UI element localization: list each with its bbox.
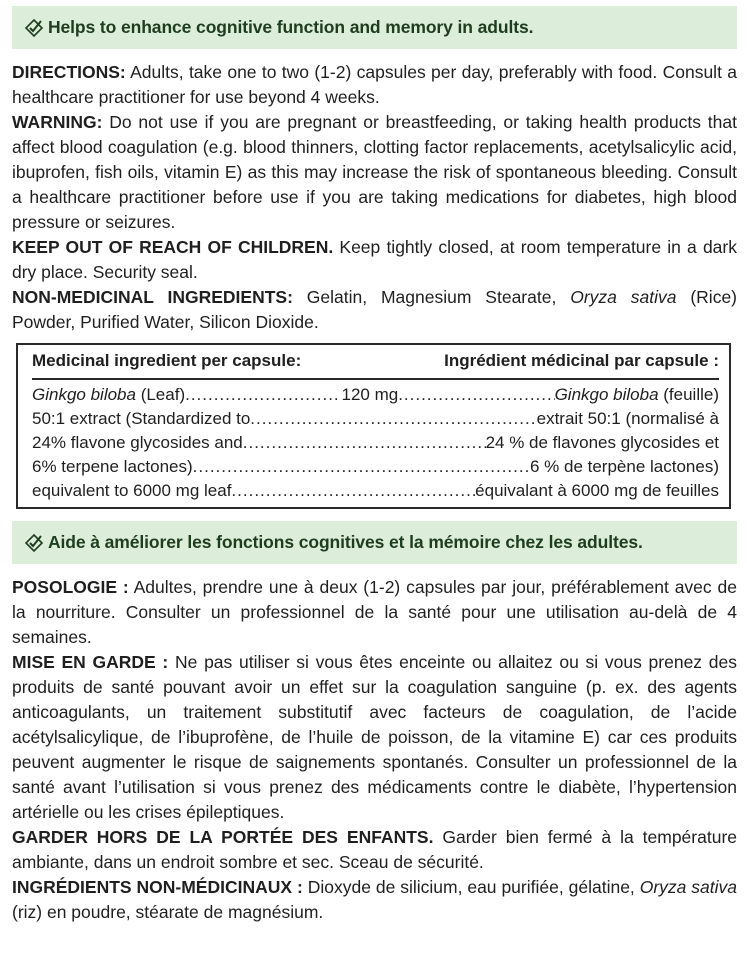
table-header-fr: Ingrédient médicinal par capsule : [444,351,719,370]
non-medicinal-section-fr [12,875,737,925]
non-medicinal-text-a-en: Gelatin, Magnesium Stearate, [292,287,571,307]
ingredient-name-fr: Ginkgo biloba [554,385,659,404]
non-medicinal-heading-en: NON-MEDICINAL INGREDIENTS: [12,287,293,307]
non-medicinal-heading-fr: INGRÉDIENTS NON-MÉDICINAUX : [12,877,303,897]
table-row [32,455,719,479]
table-row [32,431,719,455]
claim-text-fr: Aide à améliorer les fonctions cognitives et la mémoire chez les adultes. [48,532,643,552]
keep-out-section [12,235,737,285]
row-right-text: équivalant à 6000 mg de feuilles [475,481,719,500]
claim-banner-fr [12,521,737,564]
row-left-text: 24% flavone glycosides and [32,433,243,452]
claim-banner-en [12,6,737,49]
ingredient-name-en: Ginkgo biloba [32,385,136,404]
table-row [32,407,719,431]
directions-section [12,60,737,110]
row-left-text: equivalent to 6000 mg leaf [32,481,232,500]
checkmark-diamond-icon [24,18,44,38]
leader-dots [185,383,341,407]
medicinal-ingredient-table [16,343,731,509]
non-medicinal-section-en [12,285,737,335]
claim-text-en: Helps to enhance cognitive function and memory in adults. [48,17,534,37]
table-row [32,479,719,503]
ingredient-part-en: (Leaf) [135,385,186,404]
directions-text: Adults, take one to two (1-2) capsules per day, preferably with food. Consult a healthcare practitioner for use beyond 4 weeks. [12,62,737,107]
table-header-en: Medicinal ingredient per capsule: [32,351,302,370]
mise-en-garde-section [12,650,737,825]
row-left-text: 50:1 extract (Standardized to [32,409,251,428]
leader-dots [250,407,536,431]
non-medicinal-text-b-fr: (riz) en poudre, stéarate de magnésium. [12,902,324,922]
garder-text: Garder bien fermé à la température ambiante, dans un endroit sombre et sec. Sceau de sécurité. [12,827,737,872]
warning-text: Do not use if you are pregnant or breastfeeding, or taking health products that affect blood coagulation (e.g. blood thinners, clotting factor replacements, acetylsalicylic acid, ibuprofen, fish oils, vitamin E) as this may increase the risk of spontaneous bleeding. Consult a healthcare practitioner before use if you are taking medications for diabetes, high blood pressure or seizures. [12,112,737,232]
mise-en-garde-heading: MISE EN GARDE : [12,652,169,672]
non-medicinal-text-b-en: (Rice) Powder, Purified Water, Silicon Dioxide. [12,287,738,332]
checkmark-diamond-icon [24,533,44,553]
garder-section [12,825,737,875]
keep-out-text: Keep tightly closed, at room temperature in a dark dry place. Security seal. [12,237,737,282]
keep-out-heading: KEEP OUT OF REACH OF CHILDREN. [12,237,334,257]
warning-section [12,110,737,235]
row-right-text: extrait 50:1 (normalisé à [536,409,719,428]
non-medicinal-italic-fr: Oryza sativa [639,877,737,897]
posologie-text: Adultes, prendre une à deux (1-2) capsules par jour, préférablement avec de la nourriture. Consulter un professionnel de la santé pour une utilisation au-delà de 4 semaines. [12,577,737,647]
posologie-heading: POSOLOGIE : [12,577,129,597]
ingredient-amount: 120 mg [341,385,399,404]
row-right-text: 6 % de terpène lactones) [529,457,719,476]
leader-dots [243,431,486,455]
leader-dots [398,383,554,407]
posologie-section [12,575,737,650]
row-right-text: 24 % de flavones glycosides et [485,433,719,452]
directions-heading: DIRECTIONS: [12,62,126,82]
warning-heading: WARNING: [12,112,103,132]
non-medicinal-text-a-fr: Dioxyde de silicium, eau purifiée, gélatine, [302,877,640,897]
row-left-text: 6% terpene lactones) [32,457,193,476]
ingredient-part-fr: (feuille) [658,385,719,404]
leader-dots [193,455,530,479]
non-medicinal-italic-en: Oryza sativa [570,287,677,307]
garder-heading: GARDER HORS DE LA PORTÉE DES ENFANTS. [12,827,434,847]
mise-en-garde-text: Ne pas utiliser si vous êtes enceinte ou allaitez ou si vous prenez des produits de santé pouvant avoir un effet sur la coagulation sanguine (p. ex. des agents anticoagulants, un traitement substitutif avec facteurs de coagulation, de l’acide acétylsalicylique, de l’ibuprofène, de l’huile de poisson, de la vitamine E) car ces produits peuvent augmenter le risque de saignements spontanés. Consulter un professionnel de la santé avant l’utilisation si vous prenez des médicaments contre le diabète, l’hypertension artérielle ou les crises épileptiques. [12,652,737,822]
table-row [32,383,719,407]
leader-dots [231,479,475,503]
table-header [32,349,719,380]
